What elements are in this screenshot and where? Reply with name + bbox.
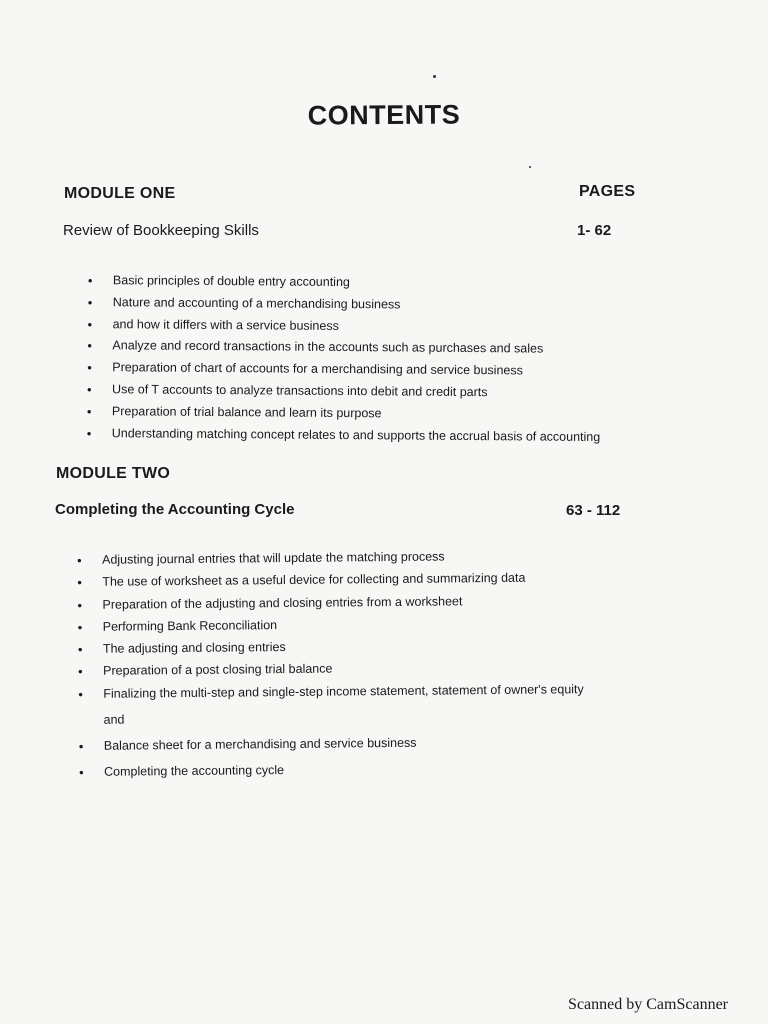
list-item: • Completing the accounting cycle — [79, 760, 585, 787]
list-item: • The use of worksheet as a useful device for collecting and summarizing data — [77, 570, 583, 597]
scanner-watermark: Scanned by CamScanner — [568, 996, 728, 1013]
pages-column-header: PAGES — [579, 183, 636, 200]
scan-speck — [433, 75, 436, 78]
module-one-heading: MODULE ONE — [64, 185, 176, 202]
list-item: • and how it differs with a service business — [87, 317, 601, 343]
module-one-section-title: Review of Bookkeeping Skills — [63, 222, 259, 239]
list-item: • Preparation of chart of accounts for a merchandising and service business — [87, 360, 601, 386]
module-two-heading: MODULE TWO — [56, 465, 171, 482]
page-title: CONTENTS — [307, 99, 461, 131]
list-item: • The adjusting and closing entries — [78, 637, 584, 664]
list-item: • Use of T accounts to analyze transactions into debit and credit parts — [87, 382, 601, 408]
module-two-topic-list — [77, 548, 585, 787]
list-item: • Basic principles of double entry accounting — [88, 273, 602, 299]
module-one-topic-list — [87, 273, 602, 451]
list-item: • Preparation of trial balance and learn its purpose — [87, 404, 601, 430]
list-item: • Preparation of the adjusting and closing entries from a worksheet — [77, 593, 583, 620]
list-item: • Adjusting journal entries that will update the matching process — [77, 548, 583, 575]
module-two-section-title: Completing the Accounting Cycle — [55, 501, 295, 518]
list-item: • Finalizing the multi-step and single-step income statement, statement of owner's equity — [78, 682, 584, 713]
module-two-page-range: 63 - 112 — [566, 502, 621, 519]
list-item: • Analyze and record transactions in the accounts such as purchases and sales — [87, 338, 601, 364]
list-item: • Performing Bank Reconciliation — [78, 615, 584, 642]
list-item: • Nature and accounting of a merchandising business — [88, 295, 602, 321]
list-item: • Preparation of a post closing trial balance — [78, 660, 584, 687]
list-item-continuation: and — [103, 712, 125, 727]
list-item: • Balance sheet for a merchandising and service business — [79, 734, 585, 765]
list-item: • Understanding matching concept relates to and supports the accrual basis of accounting — [87, 426, 601, 452]
scan-speck — [529, 166, 531, 168]
module-one-page-range: 1- 62 — [577, 222, 612, 239]
